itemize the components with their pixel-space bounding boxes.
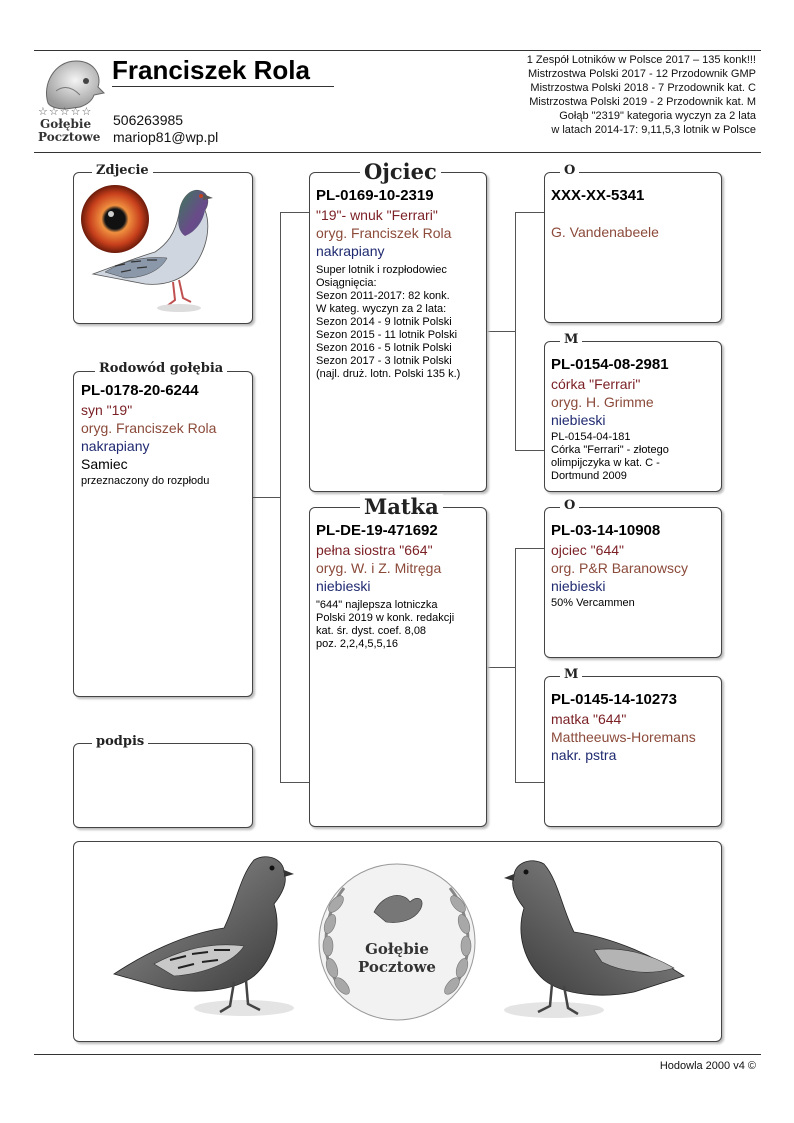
pigeon-box [73, 371, 253, 697]
father-notes [316, 264, 460, 381]
connector [280, 212, 281, 783]
father-box-title: Ojciec [360, 159, 441, 184]
connector [487, 331, 515, 332]
pigeon-color: nakrapiany [81, 438, 150, 454]
father-ring: PL-0169-10-2319 [316, 187, 434, 204]
connector [487, 667, 515, 668]
achievement-line: Mistrzostwa Polski 2018 - 7 Przodownik kat. C [530, 82, 756, 94]
fm-color: niebieski [551, 412, 606, 428]
mf-box [544, 507, 722, 658]
achievement-line: Gołąb "2319" kategoria wyczyn za 2 lata [559, 110, 756, 122]
connector [253, 497, 280, 498]
breeder-phone: 506263985 [113, 112, 184, 128]
fm-ring: PL-0154-08-2981 [551, 356, 669, 373]
banner-box [73, 841, 722, 1042]
photo-box-title: Zdjecie [92, 163, 153, 178]
father-origin: oryg. Franciszek Rola [316, 225, 452, 241]
pigeon-name: syn "19" [81, 402, 133, 418]
father-note-line: Osiągnięcia: [316, 277, 377, 289]
mother-box [309, 507, 487, 827]
signature-box[interactable] [73, 743, 253, 828]
achievement-line: w latach 2014-17: 9,11,5,3 lotnik w Polsce [551, 124, 756, 136]
mm-name: matka "644" [551, 711, 627, 727]
pigeon-photo [75, 174, 251, 322]
mf-note-line: 50% Vercammen [551, 597, 635, 609]
fm-note-line: PL-0154-04-181 [551, 431, 631, 443]
fm-box-title: M [560, 332, 582, 347]
father-name: "19"- wnuk "Ferrari" [316, 207, 438, 223]
achievement-line: Mistrzostwa Polski 2017 - 12 Przodownik GMP [527, 68, 756, 80]
mother-ring: PL-DE-19-471692 [316, 522, 438, 539]
father-note-line: Sezon 2015 - 11 lotnik Polski [316, 329, 458, 341]
mm-ring: PL-0145-14-10273 [551, 691, 677, 708]
breeder-name: Franciszek Rola [112, 55, 310, 85]
pigeon-origin: oryg. Franciszek Rola [81, 420, 217, 436]
mother-origin: oryg. W. i Z. Mitręga [316, 560, 442, 576]
connector [280, 212, 309, 213]
breeder-email: mariop81@wp.pl [113, 129, 219, 145]
photo-box [73, 172, 253, 324]
mother-name: pełna siostra "664" [316, 542, 433, 558]
mother-box-title: Matka [360, 494, 443, 519]
mother-notes [316, 599, 454, 651]
mm-box [544, 676, 722, 827]
fm-note-line: Dortmund 2009 [551, 470, 627, 482]
pigeon-logo-icon [36, 55, 106, 147]
ff-box-title: O [560, 163, 579, 178]
logo-text-1: Gołębie [40, 117, 92, 131]
father-note-line: Super lotnik i rozpłodowiec [316, 264, 447, 276]
mf-box-title: O [560, 498, 579, 513]
banner-logo-text-2: Pocztowe [358, 958, 436, 976]
logo-stars: ☆☆☆☆☆ [38, 106, 93, 118]
father-note-line: Sezon 2014 - 9 lotnik Polski [316, 316, 452, 328]
connector [515, 548, 544, 549]
connector [515, 548, 516, 783]
connector [515, 212, 544, 213]
fm-name: córka "Ferrari" [551, 376, 641, 392]
father-color: nakrapiany [316, 243, 385, 259]
ff-box [544, 172, 722, 323]
mf-name: ojciec "644" [551, 542, 624, 558]
mm-box-title: M [560, 667, 582, 682]
mother-note-line: "644" najlepsza lotniczka [316, 599, 438, 611]
connector [280, 782, 309, 783]
father-note-line: Sezon 2016 - 5 lotnik Polski [316, 342, 452, 354]
father-box [309, 172, 487, 492]
connector [515, 212, 516, 451]
mm-color: nakr. pstra [551, 747, 617, 763]
mf-notes [551, 597, 635, 610]
father-note-line: W kateg. wyczyn za 2 lata: [316, 303, 447, 315]
header-top-rule [34, 50, 761, 51]
fm-box [544, 341, 722, 492]
footer-rule [34, 1054, 761, 1055]
footer-text: Hodowla 2000 v4 © [659, 1060, 756, 1072]
left-pigeon-image [114, 857, 294, 1016]
header-bottom-rule [34, 152, 761, 153]
right-pigeon-image [504, 861, 684, 1018]
achievement-line: Mistrzostwa Polski 2019 - 2 Przodownik kat. M [529, 96, 756, 108]
pigeon-note: przeznaczony do rozpłodu [81, 475, 210, 487]
signature-box-title: podpis [92, 734, 148, 749]
breeder-name-underline [112, 86, 334, 87]
father-note-line: Sezon 2017 - 3 lotnik Polski [316, 355, 452, 367]
mother-note-line: poz. 2,2,4,5,5,16 [316, 638, 398, 650]
mf-ring: PL-03-14-10908 [551, 522, 661, 539]
mf-origin: org. P&R Baranowscy [551, 560, 688, 576]
father-note-line: (najl. druż. lotn. Polski 135 k.) [316, 368, 461, 380]
mm-origin: Mattheeuws-Horemans [551, 729, 696, 745]
ff-ring: XXX-XX-5341 [551, 187, 645, 204]
logo-text-2: Pocztowe [38, 130, 101, 144]
achievements-list [527, 53, 756, 137]
fm-origin: oryg. H. Grimme [551, 394, 654, 410]
pigeon-sex: Samiec [81, 456, 128, 472]
mother-color: niebieski [316, 578, 371, 594]
pigeon-ring: PL-0178-20-6244 [81, 382, 199, 399]
pigeon-box-title: Rodowód gołębia [95, 361, 227, 376]
fm-notes [551, 431, 669, 483]
fm-note-line: Córka "Ferrari" - złotego [551, 444, 669, 456]
connector [515, 782, 544, 783]
achievement-line: 1 Zespół Lotników w Polsce 2017 – 135 konk!!! [526, 54, 756, 66]
mf-color: niebieski [551, 578, 606, 594]
father-note-line: Sezon 2011-2017: 82 konk. [316, 290, 450, 302]
ff-origin: G. Vandenabeele [551, 224, 659, 240]
mother-note-line: kat. śr. dyst. coef. 8,08 [316, 625, 427, 637]
fm-note-line: olimpijczyka w kat. C - [551, 457, 660, 469]
banner-logo-text-1: Gołębie [365, 940, 429, 958]
mother-note-line: Polski 2019 w konk. redakcji [316, 612, 455, 624]
connector [515, 450, 544, 451]
